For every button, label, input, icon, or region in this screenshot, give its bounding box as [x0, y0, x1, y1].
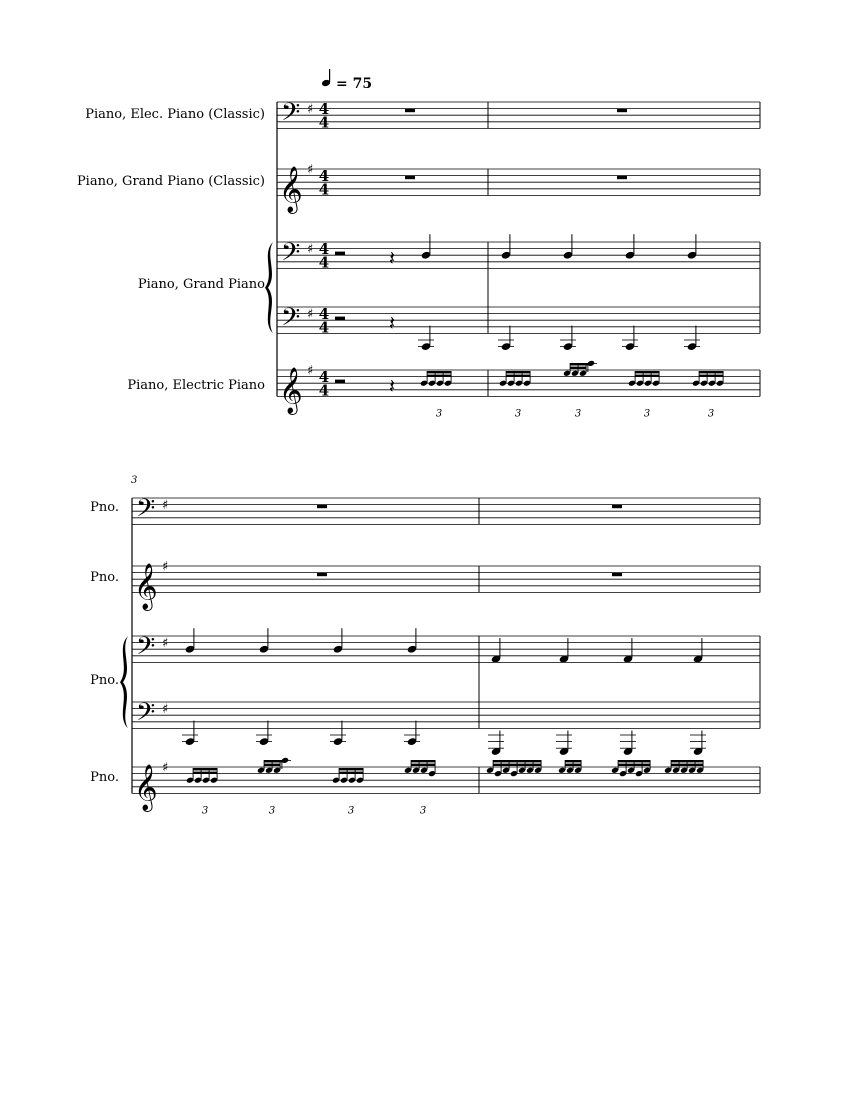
beam: [427, 375, 451, 377]
notes-layer: [182, 109, 724, 817]
tempo-marking: [321, 69, 372, 92]
bass-clef: [136, 632, 155, 667]
beam: [506, 371, 530, 373]
beam: [671, 760, 703, 762]
beam: [618, 760, 650, 762]
tuplet-number: 3: [419, 805, 427, 817]
beam: [411, 764, 435, 766]
beamed-note-group: [332, 768, 364, 816]
beamed-note-group: [692, 371, 724, 419]
beam: [493, 764, 541, 766]
bass-clef-glyph: 𝄢: [136, 493, 156, 529]
bass-clef: [281, 303, 300, 338]
key-signature-sharp: ♯: [307, 242, 314, 258]
part-name-elec-piano-classic: Piano, Elec. Piano (Classic): [85, 107, 265, 122]
treble-clef: [279, 367, 303, 415]
bass-clef: [136, 494, 155, 529]
staves-layer: [120, 98, 760, 813]
grand-staff-brace: [265, 242, 273, 333]
staff: [132, 498, 760, 524]
quarter-rest: 𝄽: [389, 373, 396, 398]
time-signature-numerator: 4: [318, 100, 330, 119]
tuplet-number: 3: [201, 805, 209, 817]
measure-number: 3: [131, 475, 138, 486]
part-short-name-1: Pno.: [90, 500, 119, 515]
half-rest: [335, 317, 345, 321]
beam: [699, 375, 723, 377]
staff: [277, 102, 760, 128]
whole-rest: [617, 176, 627, 180]
tuplet-number: 3: [707, 408, 715, 420]
key-signature-sharp: ♯: [162, 636, 169, 652]
staff: [132, 702, 760, 728]
beamed-note-group: [420, 371, 452, 419]
time-signature-numerator: 4: [318, 167, 330, 186]
whole-rest: [612, 573, 622, 577]
tuplet-number: 3: [268, 805, 276, 817]
beam: [339, 772, 363, 774]
beamed-note-group: [499, 371, 531, 419]
beam: [506, 375, 530, 377]
part-short-name-3: Pno.: [90, 673, 119, 688]
beam: [618, 764, 650, 766]
beam: [411, 760, 435, 762]
beam: [570, 367, 586, 369]
key-signature-sharp: ♯: [307, 307, 314, 323]
time-signature-denominator: 4: [318, 381, 330, 400]
treble-clef-glyph: 𝄞: [134, 563, 158, 610]
time-signature-denominator: 4: [318, 113, 330, 132]
whole-rest: [612, 505, 622, 509]
part-short-name-2: Pno.: [90, 570, 119, 585]
treble-clef: [134, 563, 158, 611]
treble-clef-glyph: 𝄞: [279, 166, 303, 213]
part-name-electric-piano: Piano, Electric Piano: [127, 378, 265, 393]
whole-rest: [617, 109, 627, 113]
staff: [132, 636, 760, 662]
key-signature-sharp: ♯: [307, 363, 314, 379]
half-rest: [335, 252, 345, 256]
bass-clef-glyph: 𝄢: [281, 237, 301, 273]
treble-clef-glyph: 𝄞: [134, 764, 158, 811]
bass-clef: [281, 238, 300, 273]
treble-clef-glyph: 𝄞: [279, 367, 303, 414]
quarter-rest: 𝄽: [389, 310, 396, 335]
whole-rest: [317, 505, 327, 509]
treble-clef: [134, 764, 158, 812]
part-short-name-4: Pno.: [90, 770, 119, 785]
part-name-grand-piano: Piano, Grand Piano: [137, 277, 265, 292]
beamed-note-group: [257, 760, 281, 816]
beam: [193, 768, 217, 770]
bass-clef-glyph: 𝄢: [136, 631, 156, 667]
key-signature-sharp: ♯: [162, 559, 169, 575]
bass-clef: [136, 698, 155, 733]
key-signature-sharp: ♯: [162, 760, 169, 776]
beamed-note-group: [611, 760, 651, 777]
whole-rest: [405, 176, 415, 180]
beamed-note-group: [404, 760, 436, 816]
tuplet-number: 3: [514, 408, 522, 420]
beamed-note-group: [486, 760, 542, 777]
time-signature-numerator: 4: [318, 305, 330, 324]
time-signature-denominator: 4: [318, 253, 330, 272]
beam: [699, 371, 723, 373]
grand-staff-brace: [120, 636, 128, 728]
tuplet-number: 3: [435, 408, 443, 420]
staff: [277, 307, 760, 333]
bass-clef: [281, 98, 300, 133]
beam: [339, 768, 363, 770]
bass-clef-glyph: 𝄢: [281, 97, 301, 133]
tuplet-number: 3: [643, 408, 651, 420]
time-signature-numerator: 4: [318, 368, 330, 387]
beam: [493, 760, 541, 762]
whole-rest: [317, 573, 327, 577]
beam: [264, 764, 280, 766]
beam: [427, 371, 451, 373]
quarter-rest: 𝄽: [389, 245, 396, 270]
bass-clef-glyph: 𝄢: [281, 302, 301, 338]
time-signature-denominator: 4: [318, 318, 330, 337]
beamed-note-group: [628, 371, 660, 419]
half-rest: [335, 380, 345, 384]
part-name-grand-piano-classic: Piano, Grand Piano (Classic): [76, 174, 265, 189]
key-signature-sharp: ♯: [162, 498, 169, 514]
beam: [565, 764, 581, 766]
key-signature-sharp: ♯: [307, 102, 314, 118]
key-signature-sharp: ♯: [162, 702, 169, 718]
beam: [635, 371, 659, 373]
bass-clef-glyph: 𝄢: [136, 697, 156, 733]
beam: [264, 760, 282, 762]
treble-clef: [279, 166, 303, 214]
tuplet-number: 3: [347, 805, 355, 817]
beam: [635, 375, 659, 377]
key-signature-sharp: ♯: [307, 162, 314, 178]
time-signature-numerator: 4: [318, 240, 330, 259]
staff: [277, 169, 760, 195]
beamed-note-group: [563, 363, 587, 419]
beam: [193, 772, 217, 774]
tuplet-number: 3: [574, 408, 582, 420]
beamed-note-group: [186, 768, 218, 816]
staff: [132, 566, 760, 592]
time-signature-denominator: 4: [318, 180, 330, 199]
beam: [565, 760, 581, 762]
staff: [277, 242, 760, 268]
tempo-text: = 75: [336, 76, 373, 92]
whole-rest: [405, 109, 415, 113]
beam: [671, 764, 703, 766]
beam: [570, 363, 588, 365]
